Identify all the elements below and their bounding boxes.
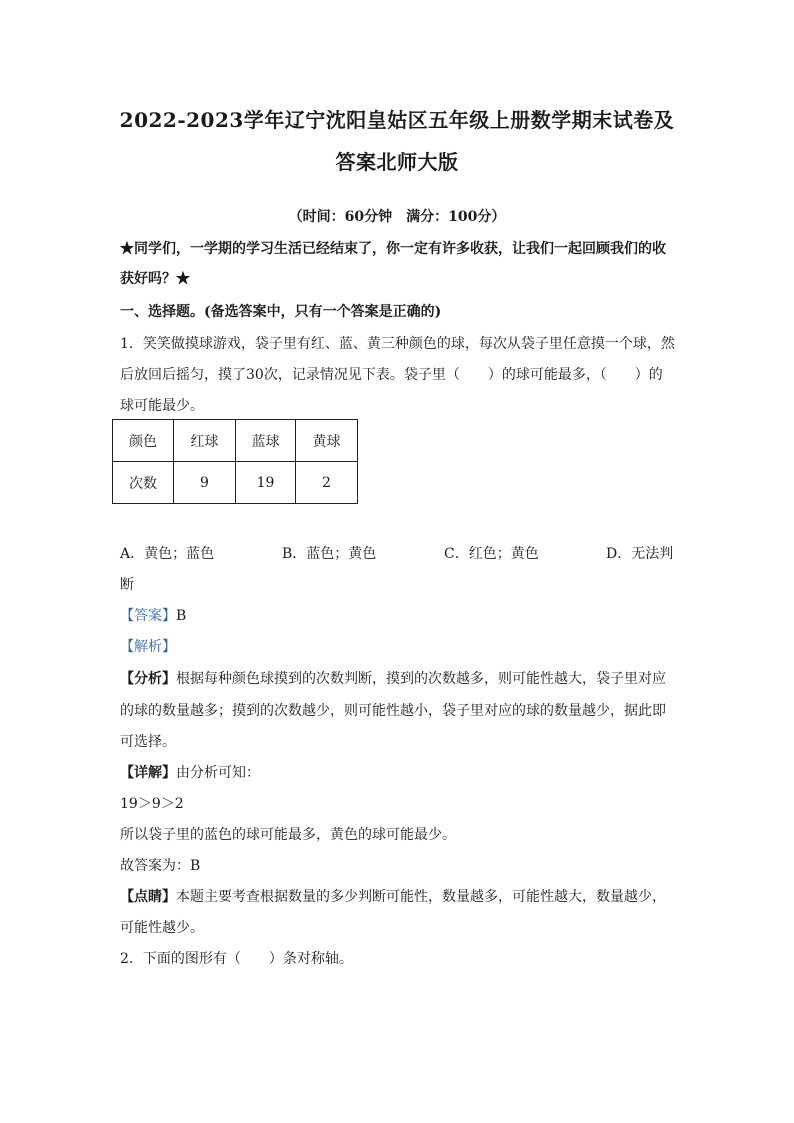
analysis-tag: 【解析】 xyxy=(120,639,176,655)
dianjing-text1: 本题主要考查根据数量的多少判断可能性，数量越多，可能性越大，数量越少， xyxy=(176,889,666,905)
answer-tag: 【答案】 xyxy=(120,608,176,624)
question2-line1: 2．下面的图形有（ ）条对称轴。 xyxy=(120,951,353,967)
fenxi-line2: 的球的数量越多；摸到的次数越少，则可能性越小，袋子里对应的球的数量越少，据此即 xyxy=(120,703,666,719)
table-header-cell: 红球 xyxy=(174,420,236,462)
table-header-cell: 蓝球 xyxy=(236,420,296,462)
fenxi-line1 xyxy=(120,668,666,688)
compare-line: 19＞9＞2 xyxy=(120,796,184,812)
fenxi-tag: 【分析】 xyxy=(120,671,176,687)
option-b: B．蓝色；黄色 xyxy=(282,546,377,562)
analysis-line xyxy=(120,636,176,656)
ball-frequency-table xyxy=(112,419,358,504)
table-cell: 2 xyxy=(296,462,358,504)
xiangjie-text: 由分析可知： xyxy=(176,765,260,781)
exam-info: （时间：60分钟 满分：100分） xyxy=(288,209,506,225)
document-title-line1: 2022-2023学年辽宁沈阳皇姑区五年级上册数学期末试卷及 xyxy=(119,108,675,132)
fenxi-line3: 可选择。 xyxy=(120,734,176,750)
option-d: D．无法判 xyxy=(606,546,674,562)
xiangjie-tag: 【详解】 xyxy=(120,765,176,781)
option-c: C．红色；黄色 xyxy=(444,546,539,562)
section-heading-choice: 一、选择题。(备选答案中，只有一个答案是正确的) xyxy=(120,304,442,320)
dianjing-line2: 可能性越少。 xyxy=(120,920,204,936)
final-answer-line: 故答案为：B xyxy=(120,858,201,874)
option-a: A．黄色；蓝色 xyxy=(120,546,215,562)
table-cell: 19 xyxy=(236,462,296,504)
dianjing-tag: 【点睛】 xyxy=(120,889,176,905)
xiangjie-line xyxy=(120,762,260,782)
question1-line1: 1．笑笑做摸球游戏，袋子里有红、蓝、黄三种颜色的球，每次从袋子里任意摸一个球，然 xyxy=(120,336,675,352)
table-cell: 次数 xyxy=(113,462,174,504)
document-title-line2: 答案北师大版 xyxy=(335,150,459,174)
intro-line2: 获好吗？★ xyxy=(120,271,190,287)
conclusion-line: 所以袋子里的蓝色的球可能最多，黄色的球可能最少。 xyxy=(120,827,456,843)
intro-line1: ★同学们，一学期的学习生活已经结束了，你一定有许多收获，让我们一起回顾我们的收 xyxy=(120,241,666,257)
question1-line3: 球可能最少。 xyxy=(120,398,204,414)
dianjing-line1 xyxy=(120,886,666,906)
table-row xyxy=(113,420,358,462)
table-cell: 9 xyxy=(174,462,236,504)
table-header-cell: 颜色 xyxy=(113,420,174,462)
option-d-continuation: 断 xyxy=(120,577,134,593)
fenxi-text1: 根据每种颜色球摸到的次数判断，摸到的次数越多，则可能性越大，袋子里对应 xyxy=(176,671,666,687)
question1-line2: 后放回后摇匀，摸了30次，记录情况见下表。袋子里（ ）的球可能最多，（ ）的 xyxy=(120,367,663,383)
answer-value: B xyxy=(176,608,187,624)
table-row xyxy=(113,462,358,504)
table-header-cell: 黄球 xyxy=(296,420,358,462)
answer-line xyxy=(120,605,186,625)
